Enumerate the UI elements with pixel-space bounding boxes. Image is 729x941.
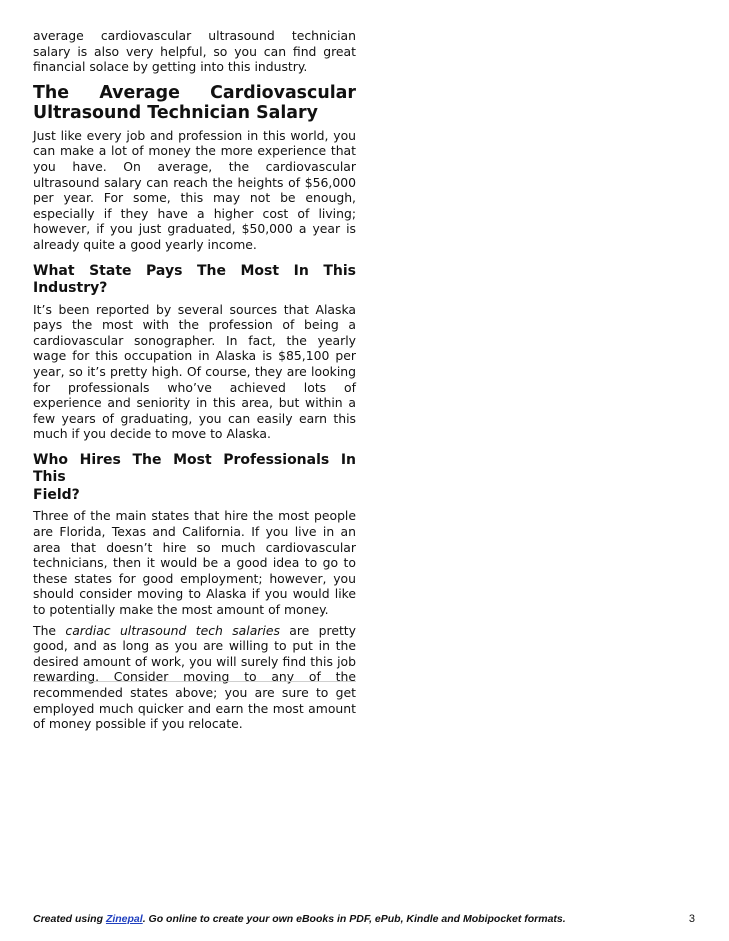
section-who-hires [33,452,356,732]
footer-prefix: Created using [33,913,106,925]
zinepal-link[interactable]: Zinepal [105,913,143,925]
state-pays-most-paragraph: It’s been reported by several sources that Alaska pays the most with the profession of being a cardiovascular sonographer. In fact, the yearly wage for this occupation in Alaska is $85,100 per year, so it’s pretty high. Of course, they are looking for professionals who’ve achieved lots of experience and seniority in this area, but within a few years of graduating, you can easily earn this much if you decide to move to Alaska. [33,301,356,442]
footer-credit [33,913,566,925]
section-state-pays-most [33,263,356,442]
average-salary-paragraph: Just like every job and profession in this world, you can make a lot of money the more experience that you have. On average, the cardiovascular ultrasound salary can reach the heights of $56,000 per year. For some, this may not be enough, especially if they have a higher cost of living; however, if you just graduated, $50,000 a year is already quite a good yearly income. [33,127,356,252]
section-divider [33,681,356,682]
who-hires-heading-line1: Who Hires The Most Professionals In This [33,451,356,486]
article-column [33,28,356,737]
state-pays-most-heading [33,263,356,298]
average-salary-heading-line1: The Average Cardiovascular [33,82,356,103]
who-hires-paragraph: Three of the main states that hire the most people are Florida, Texas and California. If you live in an area that doesn’t hire so much cardiovascular technicians, then it would be a good idea to go to these states for good employment; however, you should consider moving to Alaska if you would like to potentially make the most amount of money. [33,508,356,617]
state-pays-most-heading-line2: Industry? [33,280,108,297]
page-number: 3 [688,913,695,925]
footer-suffix: . Go online to create your own eBooks in PDF, ePub, Kindle and Mobipocket formats. [142,913,566,925]
tech-salaries-emphasis: cardiac ultrasound tech salaries [65,622,280,638]
average-salary-heading [33,83,356,123]
intro-paragraph: average cardiovascular ultrasound technician salary is also very helpful, so you can find great financial solace by getting into this industry. [33,28,356,75]
tech-salaries-paragraph [33,623,356,732]
page-footer [33,912,695,926]
average-salary-heading-line2: Ultrasound Technician Salary [33,102,318,123]
who-hires-heading-line2: Field? [33,486,80,503]
section-average-salary [33,83,356,253]
tech-salaries-paragraph-end: are pretty good, and as long as you are willing to put in the desired amount of work, you will surely find this job rewarding. Consider moving to any of the recommended states above; you are sure to get employed much quicker and earn the most amount of money possible if you relocate. [33,622,356,732]
state-pays-most-heading-line1: What State Pays The Most In This [33,262,356,279]
tech-salaries-paragraph-start: The [33,622,66,638]
who-hires-heading [33,452,356,505]
